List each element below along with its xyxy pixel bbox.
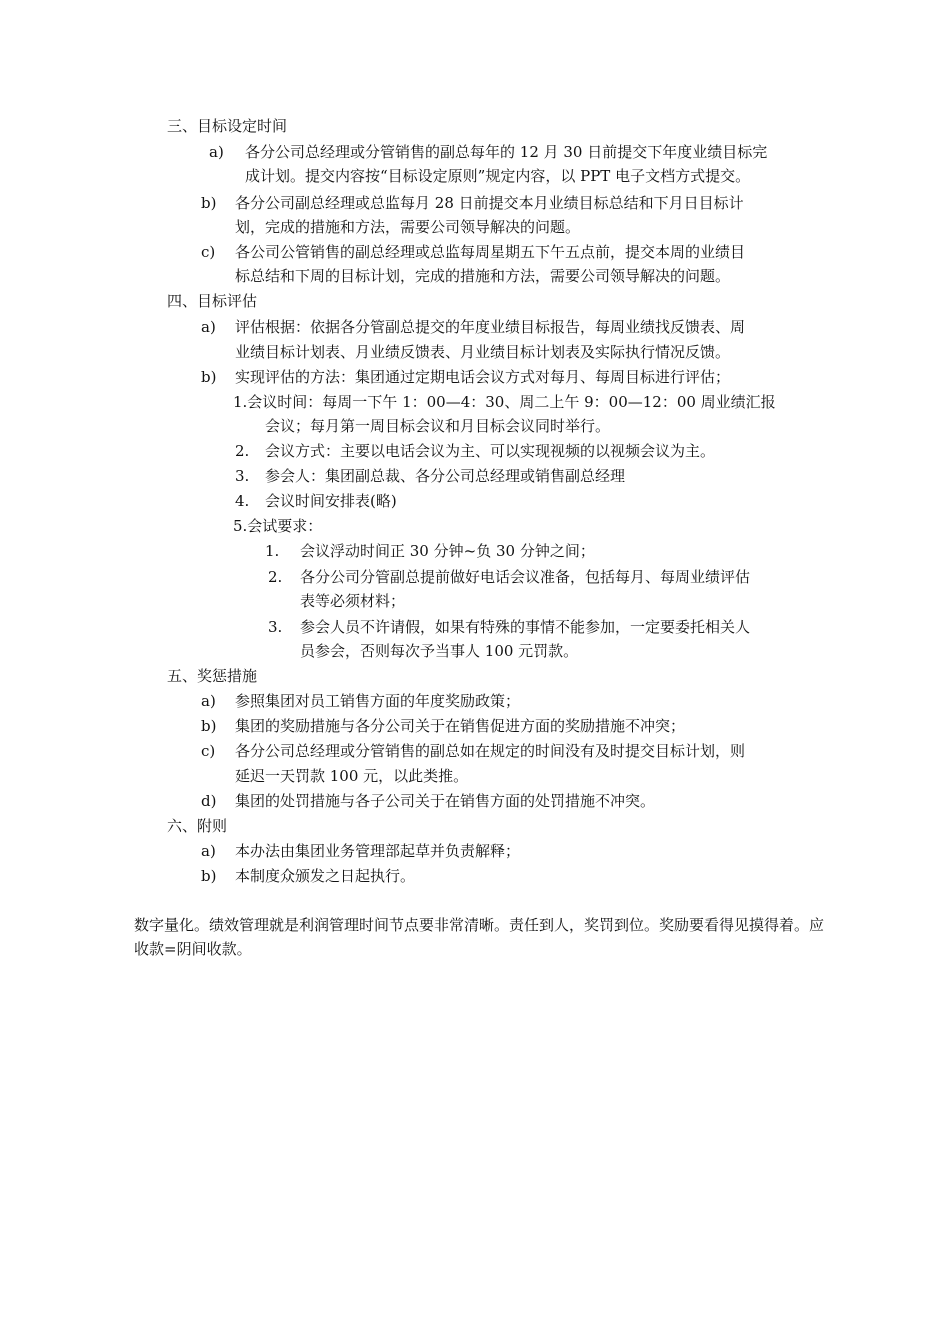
list-item-text: 各公司公管销售的副总经理或总监每周星期五下午五点前，提交本周的业绩目	[235, 243, 746, 261]
list-item-text: 参照集团对员工销售方面的年度奖励政策；	[235, 692, 521, 710]
sublist-item-text: 会议方式：主要以电话会议为主、可以实现视频的以视频会议为主。	[265, 442, 716, 460]
list-marker: b)	[201, 867, 217, 885]
nested-list-item-text: 员参会，否则每次予当事人 100 元罚款。	[300, 642, 579, 660]
nested-list-item-text: 会议浮动时间正 30 分钟~负 30 分钟之间；	[300, 542, 595, 560]
list-marker: a)	[209, 143, 224, 161]
list-marker: a)	[201, 692, 216, 710]
list-item-text: 成计划。提交内容按“目标设定原则”规定内容，以 PPT 电子文档方式提交。	[245, 167, 751, 185]
sublist-marker: 2.	[235, 442, 250, 460]
nested-list-item-text: 表等必须材料；	[300, 592, 406, 610]
sublist-item-text: 5.会试要求：	[233, 517, 323, 535]
list-marker: d)	[201, 792, 217, 810]
sublist-item-text: 会议；每月第一周目标会议和月目标会议同时举行。	[265, 417, 611, 435]
closing-note: 数字量化。绩效管理就是利润管理时间节点要非常清晰。责任到人，奖罚到位。奖励要看得见摸得着。应收款=阴间收款。	[134, 916, 825, 958]
list-item-text: 集团的奖励措施与各分公司关于在销售促进方面的奖励措施不冲突；	[235, 717, 686, 735]
sublist-item-text: 1.会议时间：每周一下午 1：00—4：30、周二上午 9：00—12：00 周业绩汇报	[233, 393, 776, 411]
list-item-text: 集团的处罚措施与各子公司关于在销售方面的处罚措施不冲突。	[235, 792, 656, 810]
list-item-text: 业绩目标计划表、月业绩反馈表、月业绩目标计划表及实际执行情况反馈。	[235, 343, 731, 361]
list-item-text: 评估根据：依据各分管副总提交的年度业绩目标报告，每周业绩找反馈表、周	[235, 318, 746, 336]
sublist-marker: 4.	[235, 492, 250, 510]
list-item-text: 延迟一天罚款 100 元，以此类推。	[235, 767, 469, 785]
list-item-text: 划，完成的措施和方法，需要公司领导解决的问题。	[235, 218, 581, 236]
list-marker: b)	[201, 717, 217, 735]
list-item-text: 各分公司总经理或分管销售的副总每年的 12 月 30 日前提交下年度业绩目标完	[245, 143, 768, 161]
list-item-text: 各分公司副总经理或总监每月 28 日前提交本月业绩目标总结和下月日目标计	[235, 194, 744, 212]
section-heading-4: 四、目标评估	[167, 292, 258, 310]
nested-list-marker: 3.	[268, 618, 283, 636]
nested-list-item-text: 参会人员不许请假，如果有特殊的事情不能参加，一定要委托相关人	[300, 618, 751, 636]
list-item-text: 本制度众颁发之日起执行。	[235, 867, 416, 885]
sublist-item-text: 参会人：集团副总裁、各分公司总经理或销售副总经理	[265, 467, 626, 485]
sublist-item-text: 会议时间安排表(略)	[265, 492, 397, 510]
list-marker: b)	[201, 368, 217, 386]
list-marker: b)	[201, 194, 217, 212]
section-heading-3: 三、目标设定时间	[167, 117, 288, 135]
list-marker: c)	[201, 243, 216, 261]
nested-list-marker: 1.	[265, 542, 280, 560]
list-item-text: 实现评估的方法：集团通过定期电话会议方式对每月、每周目标进行评估；	[235, 368, 731, 386]
list-item-text: 本办法由集团业务管理部起草并负责解释；	[235, 842, 521, 860]
list-item-text: 标总结和下周的目标计划，完成的措施和方法，需要公司领导解决的问题。	[235, 267, 731, 285]
list-item-text: 各分公司总经理或分管销售的副总如在规定的时间没有及时提交目标计划，则	[235, 742, 746, 760]
nested-list-item-text: 各分公司分管副总提前做好电话会议准备，包括每月、每周业绩评估	[300, 568, 751, 586]
nested-list-marker: 2.	[268, 568, 283, 586]
sublist-marker: 3.	[235, 467, 250, 485]
section-heading-5: 五、奖惩措施	[167, 667, 258, 685]
list-marker: c)	[201, 742, 216, 760]
list-marker: a)	[201, 318, 216, 336]
section-heading-6: 六、附则	[167, 817, 228, 835]
list-marker: a)	[201, 842, 216, 860]
